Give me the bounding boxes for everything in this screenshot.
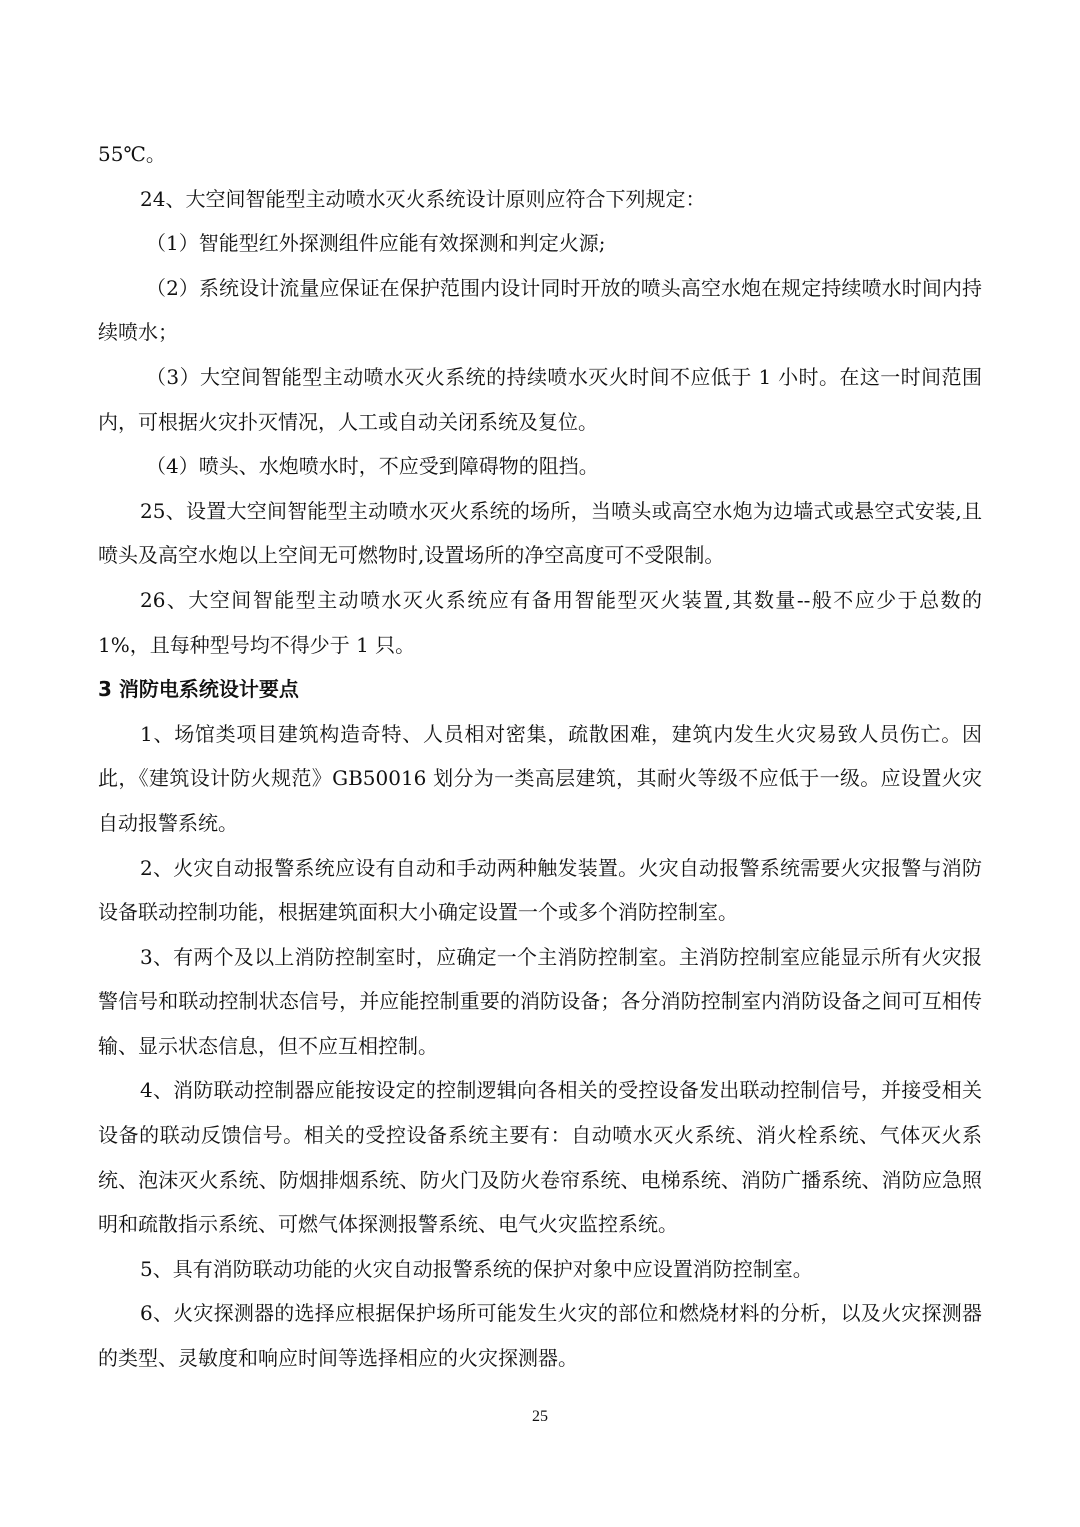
paragraph-item-6: 6、火灾探测器的选择应根据保护场所可能发生火灾的部位和燃烧材料的分析，以及火灾探测器的类型、灵敏度和响应时间等选择相应的火灾探测器。 [98,1301,982,1371]
paragraph-item-25: 25、设置大空间智能型主动喷水灭火系统的场所，当喷头或高空水炮为边墙式或悬空式安装,且喷头及高空水炮以上空间无可燃物时,设置场所的净空高度可不受限制。 [98,498,982,568]
paragraph-continuation: 55℃。 [98,142,166,166]
page-number: 25 [532,1408,548,1425]
subitem-3: （3）大空间智能型主动喷水灭火系统的持续喷水灭火时间不应低于 1 小时。在这一时间范围内，可根据火灾扑灭情况，人工或自动关闭系统及复位。 [98,364,982,434]
paragraph-item-4: 4、消防联动控制器应能按设定的控制逻辑向各相关的受控设备发出联动控制信号，并接受相关设备的联动反馈信号。相关的受控设备系统主要有：自动喷水灭火系统、消火栓系统、气体灭火系统、泡沫灭火系统、防烟排烟系统、防火门及防火卷帘系统、电梯系统、消防广播系统、消防应急照明和疏散指示系统、可燃气体探测报警系统、电气火灾监控系统。 [98,1078,982,1237]
paragraph-item-1: 1、场馆类项目建筑构造奇特、人员相对密集，疏散困难，建筑内发生火灾易致人员伤亡。因此，《建筑设计防火规范》GB50016 划分为一类高层建筑，其耐火等级不应低于一级。应设置火灾自动报警系统。 [98,721,982,835]
subitem-2: （2）系统设计流量应保证在保护范围内设计同时开放的喷头高空水炮在规定持续喷水时间内持续喷水； [98,275,982,345]
paragraph-item-2: 2、火灾自动报警系统应设有自动和手动两种触发装置。火灾自动报警系统需要火灾报警与消防设备联动控制功能，根据建筑面积大小确定设置一个或多个消防控制室。 [98,855,982,925]
paragraph-item-5: 5、具有消防联动功能的火灾自动报警系统的保护对象中应设置消防控制室。 [140,1256,813,1281]
paragraph-item-24: 24、大空间智能型主动喷水灭火系统设计原则应符合下列规定： [140,186,706,211]
paragraph-item-26: 26、大空间智能型主动喷水灭火系统应有备用智能型灭火装置,其数量--般不应少于总数的 1%，且每种型号均不得少于 1 只。 [98,587,982,657]
document-body [98,132,982,1381]
subitem-1: （1）智能型红外探测组件应能有效探测和判定火源; [146,231,606,256]
subitem-4: （4）喷头、水炮喷水时，不应受到障碍物的阻挡。 [146,454,599,479]
paragraph-item-3: 3、有两个及以上消防控制室时，应确定一个主消防控制室。主消防控制室应能显示所有火灾报警信号和联动控制状态信号，并应能控制重要的消防设备；各分消防控制室内消防设备之间可互相传输、显示状态信息，但不应互相控制。 [98,944,982,1058]
section-heading: 3 消防电系统设计要点 [98,677,299,702]
